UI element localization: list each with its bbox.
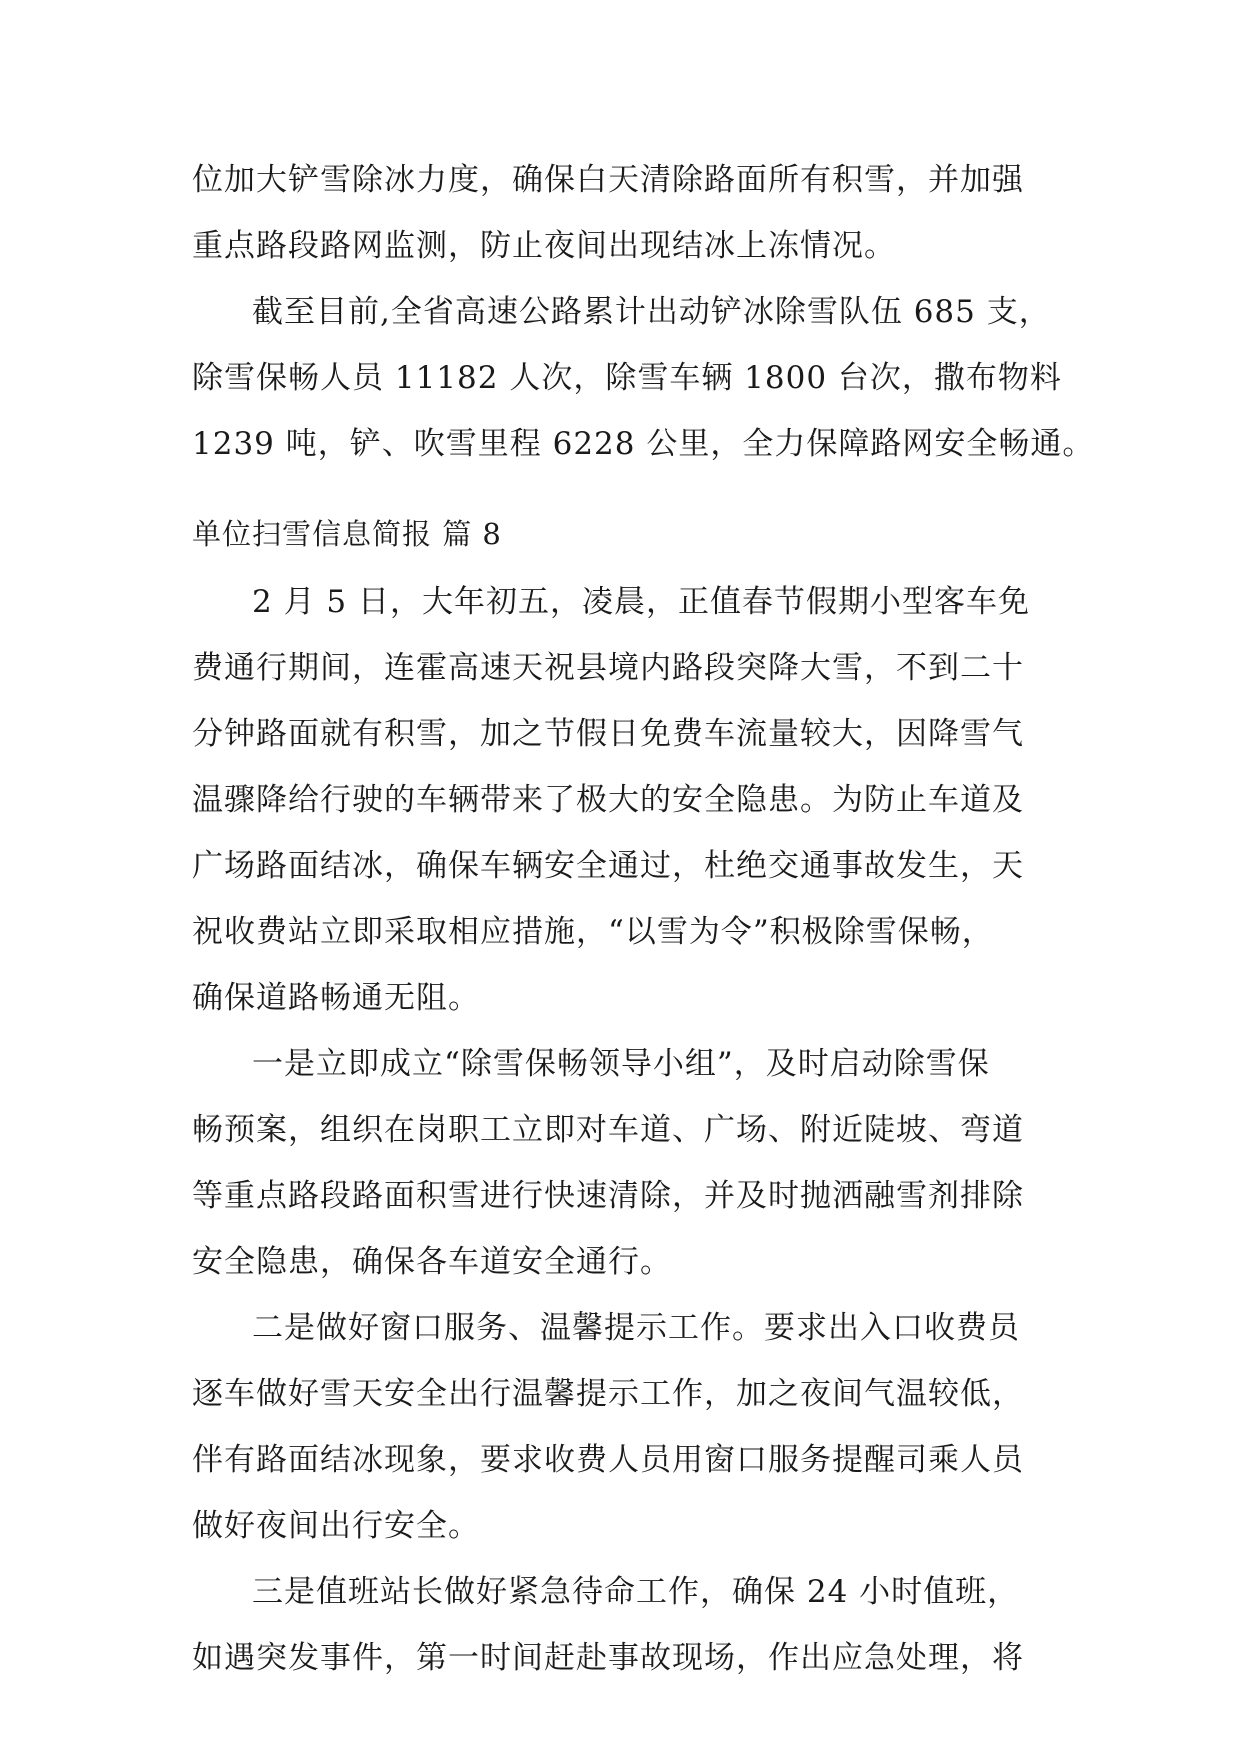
text-line: 重点路段路网监测，防止夜间出现结冰上冻情况。 (192, 228, 896, 264)
text-line: 如遇突发事件，第一时间赶赴事故现场，作出应急处理，将 (192, 1640, 1024, 1676)
text-line: 温骤降给行驶的车辆带来了极大的安全隐患。为防止车道及 (192, 782, 1024, 818)
paragraph-start-line: 一是立即成立“除雪保畅领导小组”，及时启动除雪保 (252, 1046, 990, 1082)
text-line: 祝收费站立即采取相应措施，“以雪为令”积极除雪保畅， (192, 914, 994, 950)
text-line: 广场路面结冰，确保车辆安全通过，杜绝交通事故发生，天 (192, 848, 1024, 884)
text-line: 确保道路畅通无阻。 (192, 980, 480, 1016)
text-line: 等重点路段路面积雪进行快速清除，并及时抛洒融雪剂排除 (192, 1178, 1024, 1214)
text-line: 伴有路面结冰现象，要求收费人员用窗口服务提醒司乘人员 (192, 1442, 1024, 1478)
section-heading: 单位扫雪信息简报 篇 8 (192, 517, 502, 551)
paragraph-start-line: 三是值班站长做好紧急待命工作，确保 24 小时值班， (252, 1574, 1020, 1610)
text-line: 安全隐患，确保各车道安全通行。 (192, 1244, 672, 1280)
paragraph-start-line: 截至目前,全省高速公路累计出动铲冰除雪队伍 685 支， (252, 294, 1051, 330)
text-line: 畅预案，组织在岗职工立即对车道、广场、附近陡坡、弯道 (192, 1112, 1024, 1148)
paragraph-start-line: 2 月 5 日，大年初五，凌晨，正值春节假期小型客车免 (252, 584, 1031, 620)
text-line: 逐车做好雪天安全出行温馨提示工作，加之夜间气温较低， (192, 1376, 1024, 1412)
text-line: 分钟路面就有积雪，加之节假日免费车流量较大，因降雪气 (192, 716, 1024, 752)
text-line: 位加大铲雪除冰力度，确保白天清除路面所有积雪，并加强 (192, 162, 1024, 198)
text-line: 做好夜间出行安全。 (192, 1508, 480, 1544)
text-line: 除雪保畅人员 11182 人次，除雪车辆 1800 台次，撒布物料 (192, 360, 1062, 396)
text-line: 费通行期间，连霍高速天祝县境内路段突降大雪，不到二十 (192, 650, 1024, 686)
paragraph-start-line: 二是做好窗口服务、温馨提示工作。要求出入口收费员 (252, 1310, 1020, 1346)
text-line: 1239 吨，铲、吹雪里程 6228 公里，全力保障路网安全畅通。 (192, 426, 1095, 462)
